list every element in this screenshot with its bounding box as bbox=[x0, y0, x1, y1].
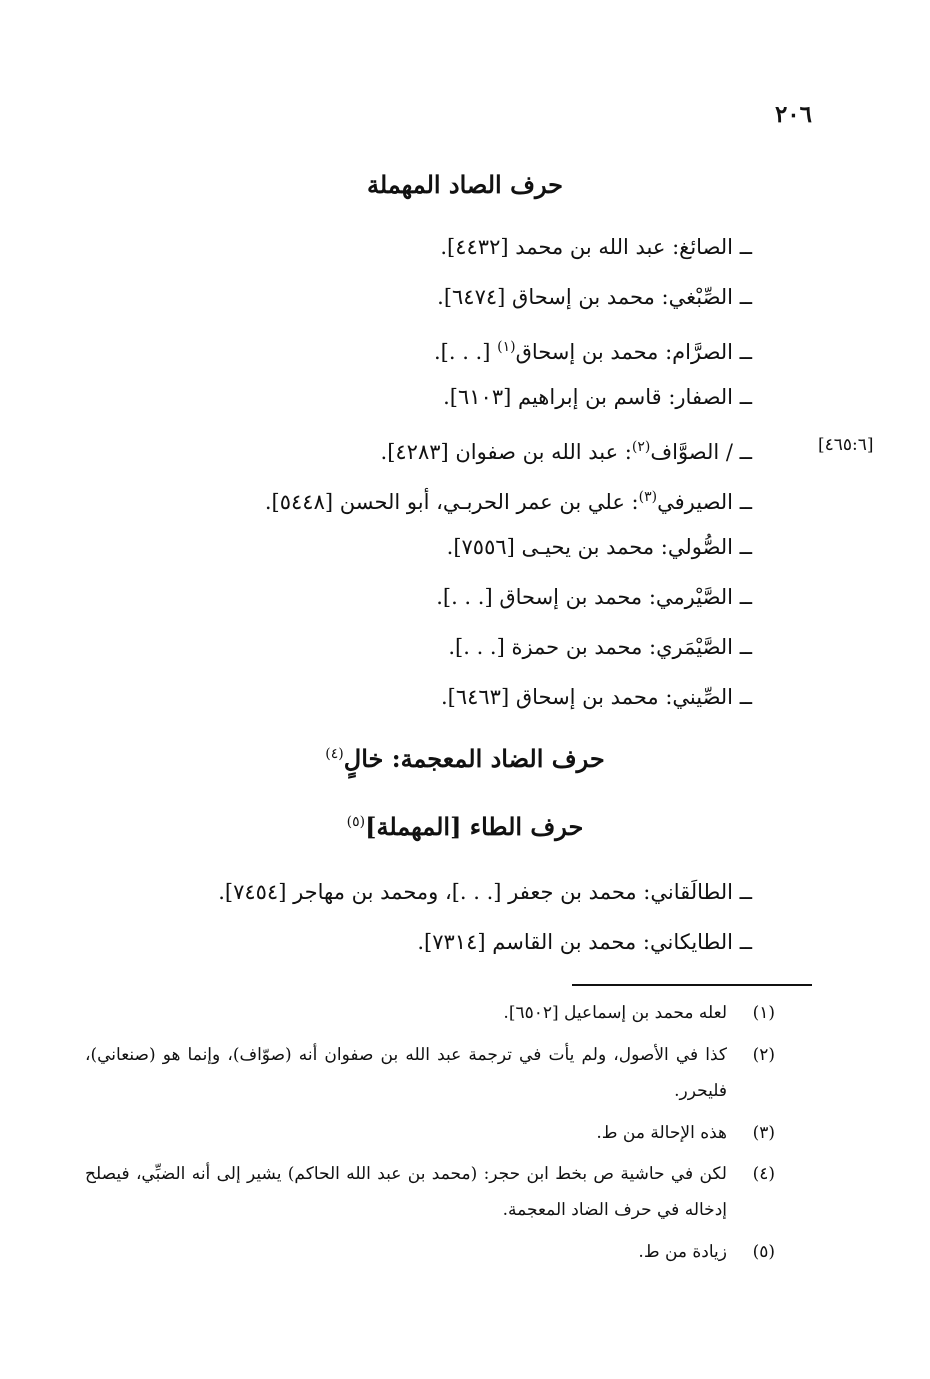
footnote-divider bbox=[572, 984, 812, 986]
entry-text: ــ الصرَّام: محمد بن إسحاق bbox=[515, 340, 752, 364]
footnote-number: (٣) bbox=[752, 1123, 775, 1143]
margin-reference: [٤٦٥:٦] bbox=[818, 435, 874, 455]
footnote-1 bbox=[85, 995, 775, 1031]
footnote-ref: (٣) bbox=[638, 489, 658, 505]
entry-talaqani: ــ الطالَقاني: محمد بن جعفر [. . .]، ومحمد بن مهاجر [٧٤٥٤]. bbox=[218, 880, 752, 904]
footnote-number: (٢) bbox=[752, 1045, 775, 1065]
footnote-ref: (٢) bbox=[631, 439, 651, 455]
entry-text: ــ / الصوَّاف bbox=[650, 440, 752, 464]
entry-text-after: [. . .]. bbox=[433, 340, 498, 364]
footnote-text: لكن في حاشية ص بخط ابن حجر: (محمد بن عبد الله الحاكم) يشير إلى أنه الضبِّي، فيصلح إدخاله في حرف الضاد المعجمة. bbox=[85, 1164, 727, 1220]
footnote-text: هذه الإحالة من ط. bbox=[596, 1123, 727, 1143]
footnote-text: لعله محمد بن إسماعيل [٦٥٠٢]. bbox=[503, 1003, 727, 1023]
section-title-sad bbox=[0, 170, 930, 199]
entry-sini: ــ الصِّيني: محمد بن إسحاق [٦٤٦٣]. bbox=[440, 685, 752, 709]
footnote-ref: (١) bbox=[497, 339, 516, 355]
section-title-ta bbox=[0, 812, 930, 841]
section-title-text: حرف الطاء [المهملة] bbox=[365, 812, 584, 841]
entry-suli: ــ الصُّولي: محمد بن يحيـى [٧٥٥٦]. bbox=[446, 535, 752, 559]
section-title-text: حرف الصاد المهملة bbox=[366, 170, 564, 199]
entry-tayakani: ــ الطايكاني: محمد بن القاسم [٧٣١٤]. bbox=[417, 930, 752, 954]
footnote-number: (٥) bbox=[752, 1242, 775, 1262]
footnote-ref: (٥) bbox=[346, 814, 366, 830]
entry-sayigh: ــ الصائغ: عبد الله بن محمد [٤٤٣٢]. bbox=[440, 235, 752, 259]
entry-sayrafi bbox=[265, 482, 752, 517]
footnote-text: زيادة من ط. bbox=[638, 1242, 727, 1262]
entry-text-after: : عبد الله بن صفوان [٤٢٨٣]. bbox=[380, 440, 632, 464]
entry-saymari: ــ الصَّيْمَري: محمد بن حمزة [. . .]. bbox=[448, 635, 752, 659]
footnote-number: (٤) bbox=[752, 1164, 775, 1184]
entry-sayrami: ــ الصَّيْرمي: محمد بن إسحاق [. . .]. bbox=[436, 585, 752, 609]
footnote-number: (١) bbox=[752, 1003, 775, 1023]
footnote-4 bbox=[85, 1156, 775, 1228]
footnote-ref: (٤) bbox=[325, 746, 344, 762]
footnote-3 bbox=[85, 1115, 775, 1151]
footnote-5 bbox=[85, 1234, 775, 1270]
entry-sibghi: ــ الصِّبْغي: محمد بن إسحاق [٦٤٧٤]. bbox=[437, 285, 752, 309]
footnote-text: كذا في الأصول، ولم يأت في ترجمة عبد الله بن صفوان أنه (صوّاف)، وإنما هو (صنعاني)، فليحرر. bbox=[85, 1045, 727, 1101]
footnote-2 bbox=[85, 1037, 775, 1109]
entry-sawwaf bbox=[381, 432, 752, 467]
page-number: ٢٠٦ bbox=[774, 101, 812, 128]
entry-text: ــ الصيرفي bbox=[657, 490, 752, 514]
section-title-dad bbox=[0, 744, 930, 773]
entry-text-after: : علي بن عمر الحربـي، أبو الحسن [٥٤٤٨]. bbox=[264, 490, 639, 514]
entry-saffar: ــ الصفار: قاسم بن إبراهيم [٦١٠٣]. bbox=[443, 385, 752, 409]
section-title-text: حرف الضاد المعجمة: خالٍ bbox=[343, 744, 605, 773]
entry-sarram bbox=[434, 332, 752, 367]
